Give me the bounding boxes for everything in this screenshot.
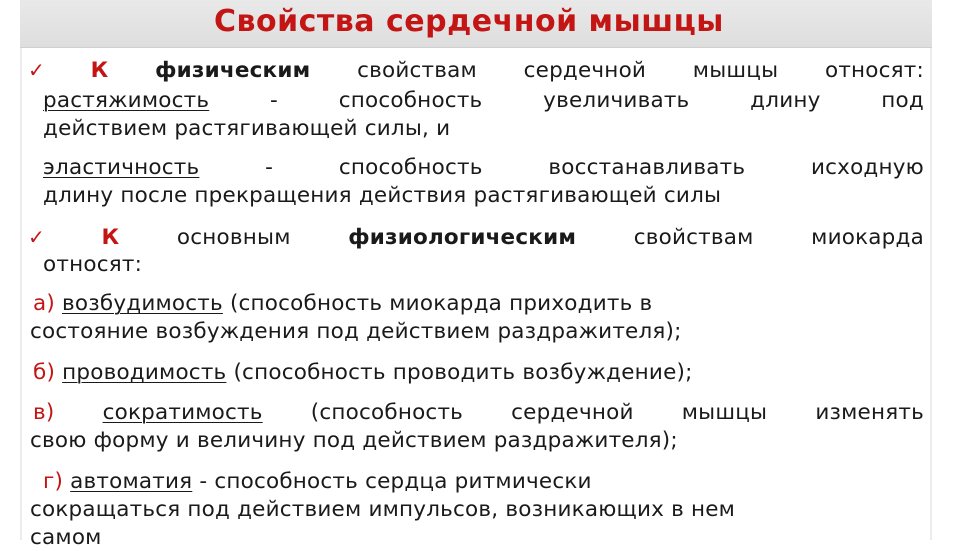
check-icon: ✓ [28,58,85,82]
item-d-marker: г) [43,469,64,494]
item-b-line-1 [33,360,693,386]
item-c-line-2: свою форму и величину под действием раздражителя); [30,428,678,453]
physio-props: свойствам [633,225,754,250]
item-a-marker: а) [33,291,55,316]
item-d-line-1 [43,469,592,495]
check-icon: ✓ [28,225,96,249]
item-a-rest: (способность миокарда приходить в [229,291,653,316]
item-a-line-2: состояние возбуждения под действием раздражителя); [30,319,682,344]
title-band [20,0,932,48]
elastic-rest: - способность восстанавливать исходную [265,155,924,180]
item-b-marker: б) [33,360,56,385]
physiological-heading-line-2: относят: [43,252,143,277]
physio-bold-word: физиологическим [348,225,577,250]
term-stretchability: растяжимость [43,88,210,113]
item-d-line-2: сокращаться под действием импульсов, возникающих в нем [30,497,736,522]
physical-bold-word: физическим [155,58,311,83]
physio-myocard: миокарда [811,225,924,250]
physical-lead: К [90,58,109,83]
stretch-rest: - способность увеличивать длину под [270,88,924,113]
left-border-line [20,48,22,540]
item-d-line-3: самом [30,525,102,550]
physical-rest: свойствам сердечной мышцы относят: [357,58,924,83]
item-elastic-line-1 [43,155,924,181]
physiological-heading-line [28,224,924,251]
right-border-line [930,48,932,540]
physio-basic: основным [176,225,291,250]
term-contractility: сократимость [102,400,263,425]
item-c-marker: в) [33,400,55,425]
slide-title: Свойства сердечной мышцы [214,4,724,39]
term-automaticity: автоматия [70,469,193,494]
term-excitability: возбудимость [62,291,223,316]
item-c-rest: (способность сердечной мышцы изменять [310,400,924,425]
term-conductivity: проводимость [62,360,227,385]
item-b-rest: (способность проводить возбуждение); [233,360,693,385]
physio-lead: К [101,225,120,250]
item-elastic-line-2: длину после прекращения действия растягивающей силы [43,183,722,208]
item-stretch-line-2: действием растягивающей силы, и [43,116,451,141]
physical-heading-line [28,57,924,84]
term-elasticity: эластичность [43,155,200,180]
item-c-line-1 [33,400,924,426]
item-d-rest: - способность сердца ритмически [199,469,592,494]
item-stretch-line-1 [43,88,924,114]
item-a-line-1 [33,291,652,317]
